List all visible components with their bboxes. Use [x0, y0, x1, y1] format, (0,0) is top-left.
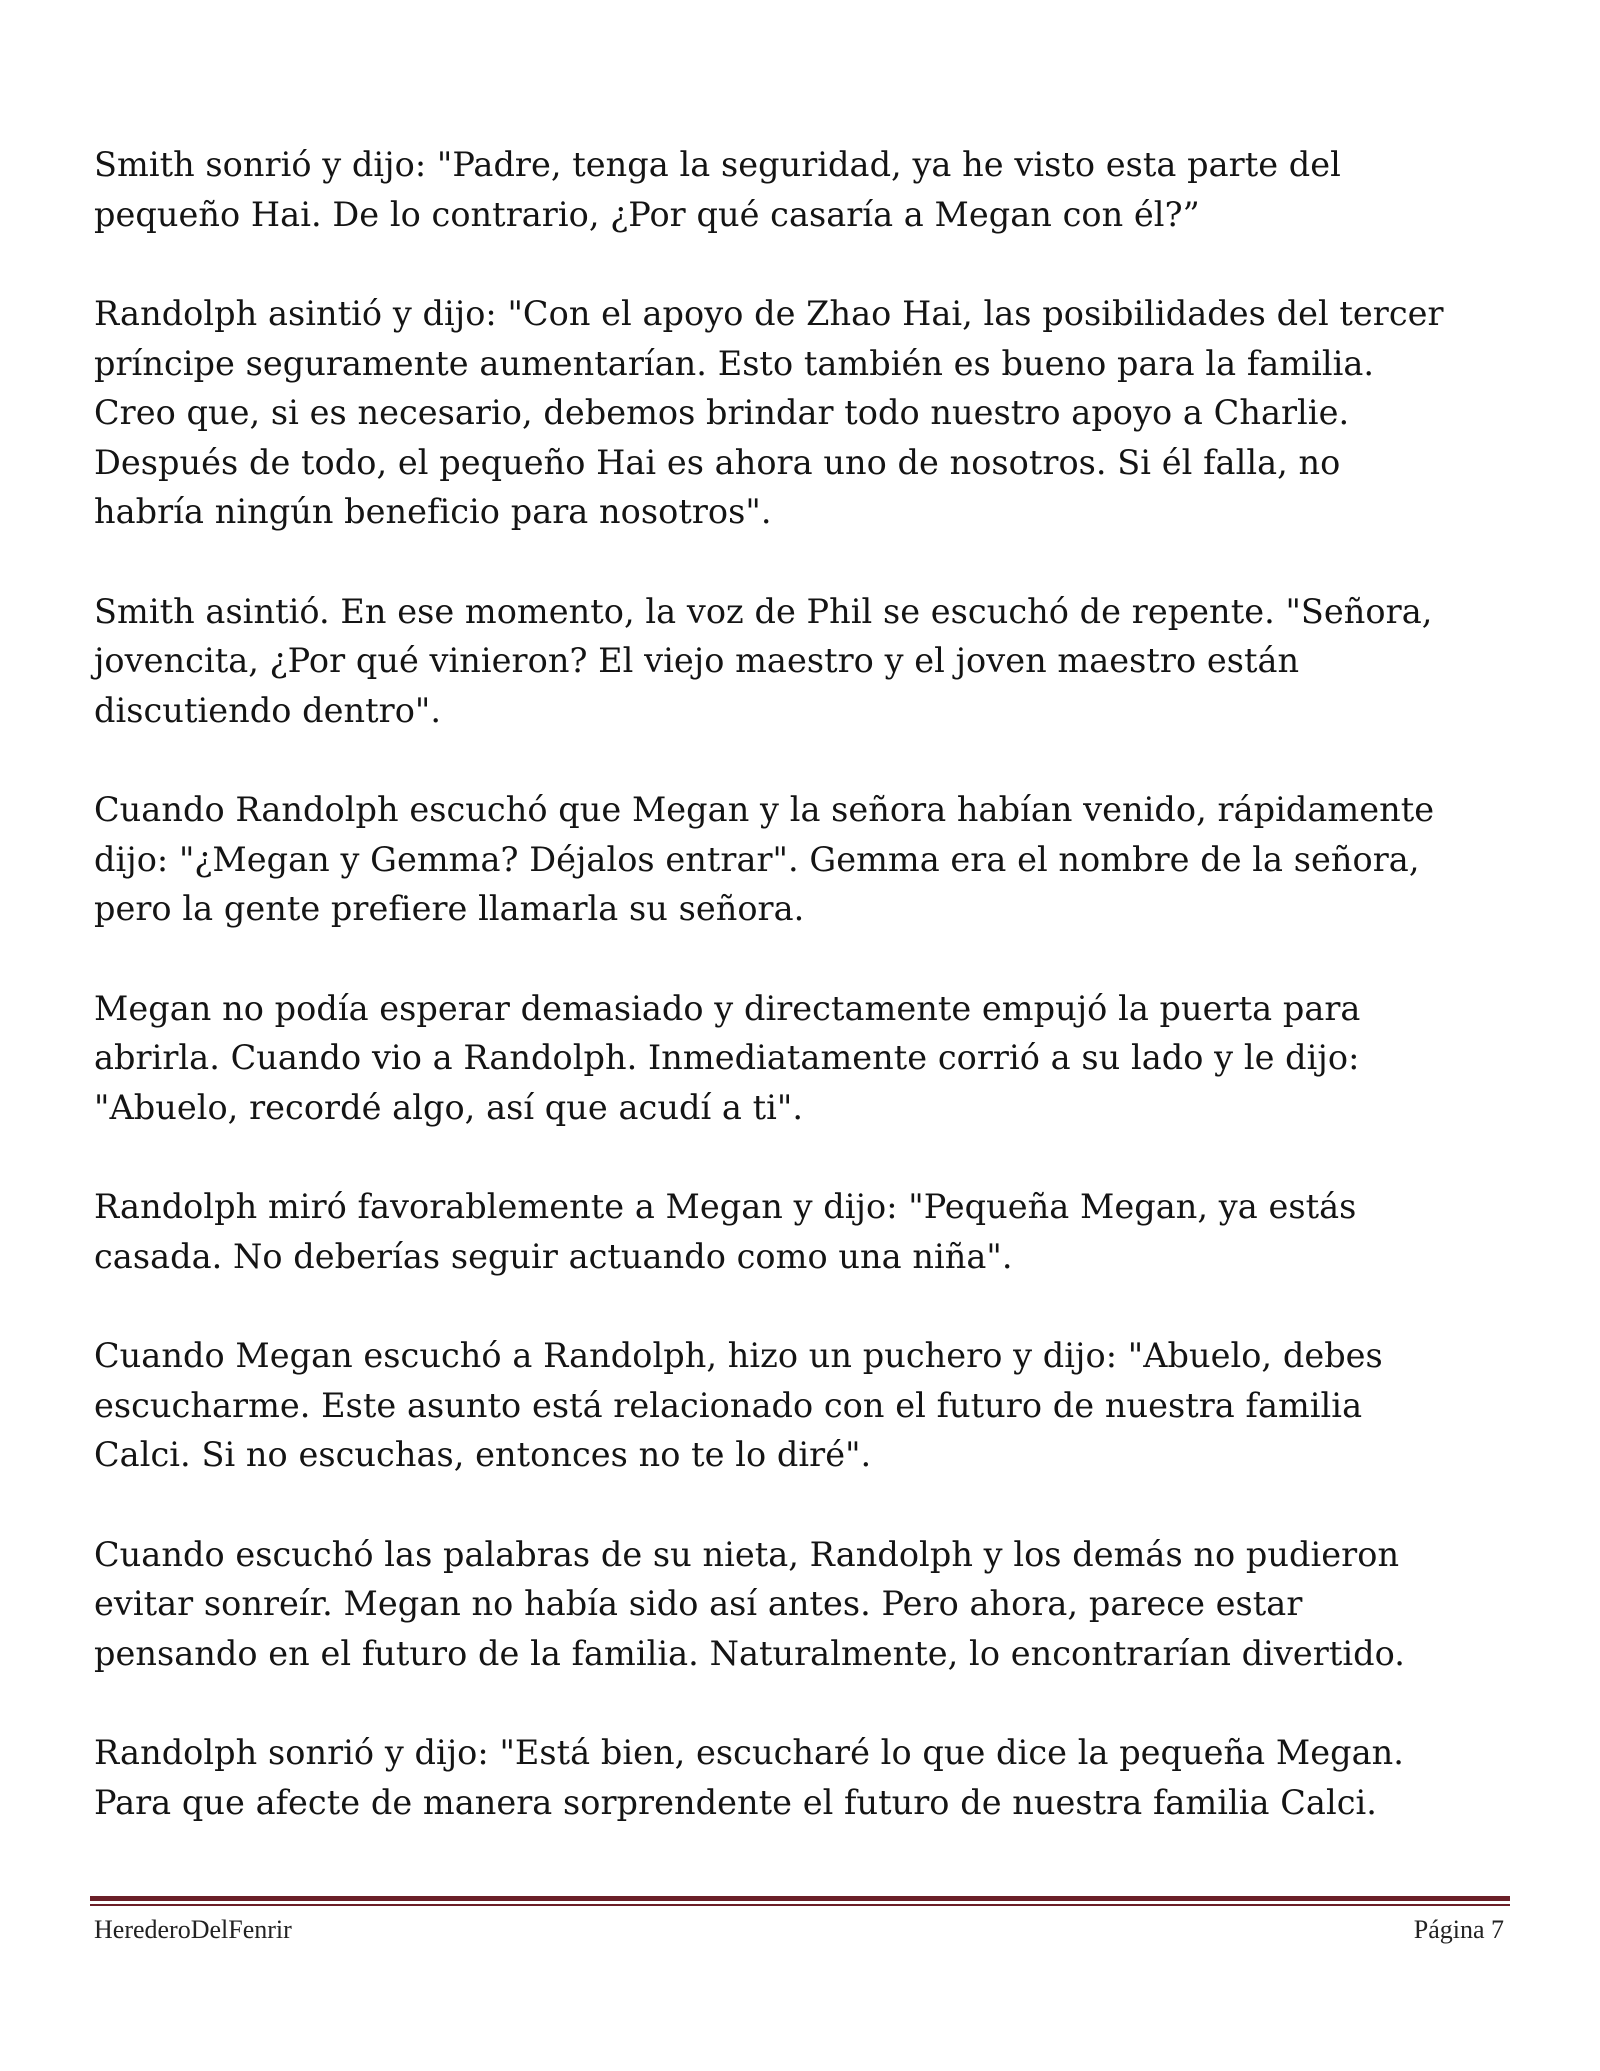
paragraph	[94, 1182, 1514, 1281]
paragraph	[94, 140, 1514, 239]
paragraph	[94, 1728, 1514, 1827]
text-line: abrirla. Cuando vio a Randolph. Inmediatamente corrió a su lado y le dijo:	[94, 1038, 1360, 1077]
text-line: Cuando Megan escuchó a Randolph, hizo un puchero y dijo: "Abuelo, debes	[94, 1336, 1383, 1375]
footer-rule-thin	[90, 1904, 1510, 1906]
text-line: Randolph sonrió y dijo: "Está bien, escucharé lo que dice la pequeña Megan.	[94, 1733, 1404, 1772]
text-line: príncipe seguramente aumentarían. Esto también es bueno para la familia.	[94, 343, 1375, 383]
paragraph	[94, 1530, 1514, 1679]
text-line: pequeño Hai. De lo contrario, ¿Por qué casaría a Megan con él?”	[94, 194, 1200, 234]
paragraph	[94, 1331, 1514, 1480]
text-line: Smith asintió. En ese momento, la voz de Phil se escuchó de repente. "Señora,	[94, 591, 1433, 631]
footer-page-number: Página 7	[1413, 1915, 1504, 1944]
text-line: Cuando escuchó las palabras de su nieta, Randolph y los demás no pudieron	[94, 1534, 1400, 1574]
text-line: escucharme. Este asunto está relacionado con el futuro de nuestra familia	[94, 1385, 1363, 1425]
text-line: Para que afecte de manera sorprendente el futuro de nuestra familia Calci.	[94, 1782, 1377, 1822]
text-line: Después de todo, el pequeño Hai es ahora uno de nosotros. Si él falla, no	[94, 442, 1341, 482]
paragraph	[94, 289, 1514, 537]
text-line: Calci. Si no escuchas, entonces no te lo diré".	[94, 1435, 872, 1474]
text-line: dijo: "¿Megan y Gemma? Déjalos entrar". Gemma era el nombre de la señora,	[94, 839, 1420, 879]
text-line: evitar sonreír. Megan no había sido así antes. Pero ahora, parece estar	[94, 1584, 1303, 1623]
text-line: discutiendo dentro".	[94, 690, 442, 730]
text-line: jovencita, ¿Por qué vinieron? El viejo maestro y el joven maestro están	[94, 641, 1300, 680]
footer-rule	[90, 1896, 1510, 1906]
text-line: Randolph asintió y dijo: "Con el apoyo de Zhao Hai, las posibilidades del tercer	[94, 294, 1444, 333]
body-text	[94, 140, 1514, 1877]
text-line: Smith sonrió y dijo: "Padre, tenga la seguridad, ya he visto esta parte del	[94, 145, 1341, 184]
text-line: casada. No deberías seguir actuando como una niña".	[94, 1236, 1013, 1276]
text-line: Cuando Randolph escuchó que Megan y la señora habían venido, rápidamente	[94, 790, 1435, 829]
footer-rule-thick	[90, 1896, 1510, 1901]
paragraph	[94, 587, 1514, 736]
text-line: pensando en el futuro de la familia. Naturalmente, lo encontrarían divertido.	[94, 1633, 1405, 1673]
text-line: Creo que, si es necesario, debemos brindar todo nuestro apoyo a Charlie.	[94, 393, 1350, 432]
footer-author: HerederoDelFenrir	[94, 1915, 292, 1944]
text-line: "Abuelo, recordé algo, así que acudí a ti".	[94, 1087, 804, 1127]
paragraph	[94, 984, 1514, 1133]
text-line: Megan no podía esperar demasiado y directamente empujó la puerta para	[94, 988, 1361, 1028]
paragraph	[94, 785, 1514, 934]
text-line: habría ningún beneficio para nosotros".	[94, 492, 772, 531]
text-line: pero la gente prefiere llamarla su señora.	[94, 889, 805, 928]
text-line: Randolph miró favorablemente a Megan y dijo: "Pequeña Megan, ya estás	[94, 1187, 1357, 1226]
